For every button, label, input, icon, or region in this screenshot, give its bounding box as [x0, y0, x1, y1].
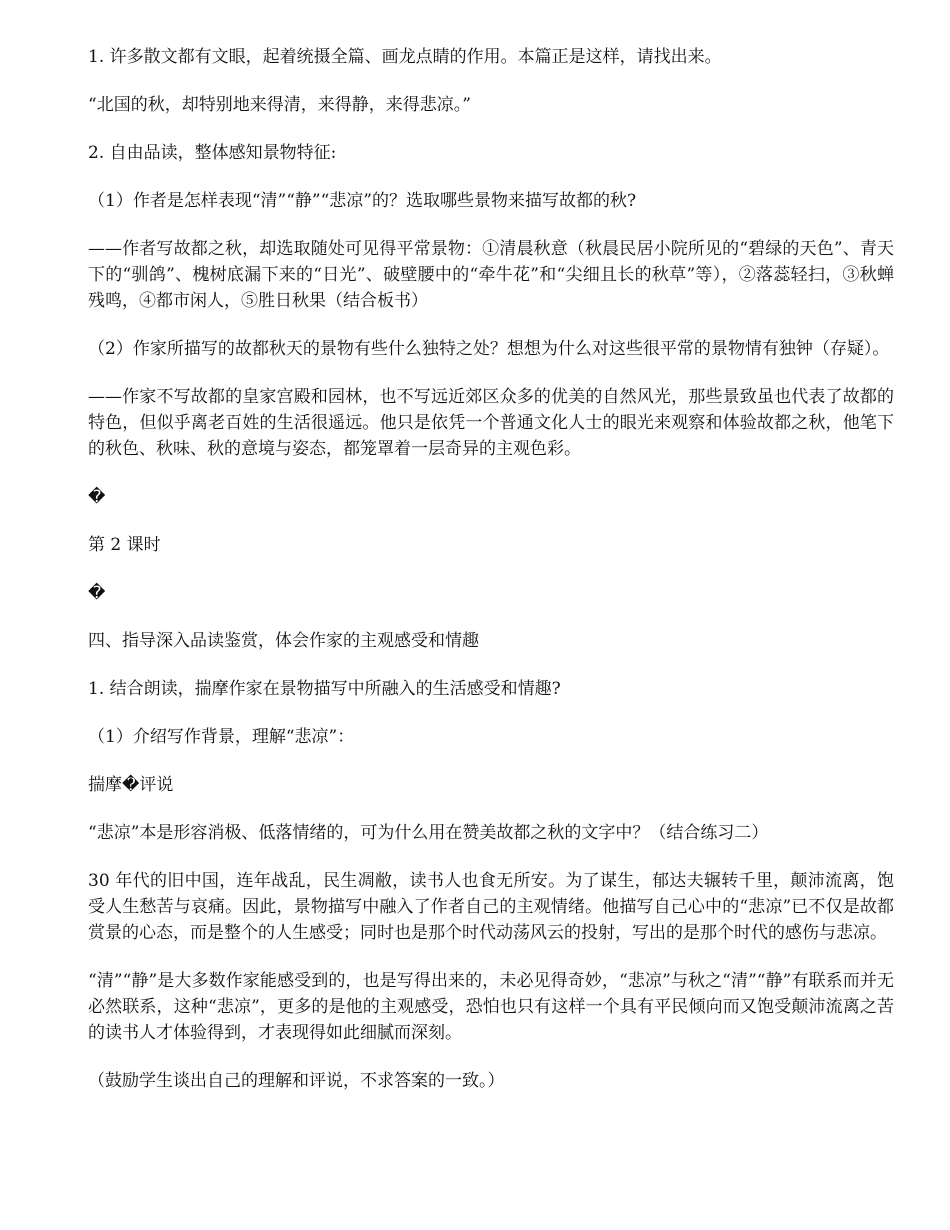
answer-1-quote: “北国的秋，却特别地来得清，来得静，来得悲凉。”: [88, 95, 471, 115]
answer-2-2: ——作家不写故都的皇家宫殿和园林，也不写远近郊区众多的优美的自然风光，那些景致虽也代表了故都的特色，但似乎离老百姓的生活很遥远。他只是依凭一个普通文化人士的眼光来观察和体验故都之秋，他笔下的秋色、秋味、秋的意境与姿态，都笼罩着一层奇异的主观色彩。: [88, 387, 894, 459]
task-1: 1. 结合朗读，揣摩作家在景物描写中所融入的生活感受和情趣?: [88, 679, 561, 699]
question-2-1: （1）作者是怎样表现“清”“静”“悲凉”的？选取哪些景物来描写故都的秋?: [88, 191, 637, 211]
question-2: 2. 自由品读，整体感知景物特征:: [88, 143, 337, 163]
task-1-1: （1）介绍写作背景，理解“悲凉”：: [88, 727, 355, 747]
section-4-heading: 四、指导深入品读鉴赏，体会作家的主观感受和情趣: [88, 631, 479, 651]
background-paragraph: 30 年代的旧中国，连年战乱，民生凋敝，读书人也食无所安。为了谋生，郁达夫辗转千里，颠沛流离，饱受人生愁苦与哀痛。因此，景物描写中融入了作者自己的主观情绪。他描写自己心中的“悲凉”已不仅是故都赏景的心态，而是整个的人生感受；同时也是那个时代动荡风云的投射，写出的是那个时代的感伤与悲凉。: [88, 871, 894, 943]
replacement-glyph: �: [88, 487, 106, 507]
document-body: [88, 44, 894, 1116]
subheading-comment: 揣摩�评说: [88, 775, 174, 795]
analysis-paragraph: “清”“静”是大多数作家能感受到的，也是写得出来的，未必见得奇妙，“悲凉”与秋之“清”“静”有联系而并无必然联系，这种“悲凉”，更多的是他的主观感受，恐怕也只有这样一个具有平民倾向而又饱受颠沛流离之苦的读书人才体验得到，才表现得如此细腻而深刻。: [88, 971, 894, 1043]
question-1: 1. 许多散文都有文眼，起着统摄全篇、画龙点睛的作用。本篇正是这样，请找出来。: [88, 47, 722, 67]
note-paragraph: （鼓励学生谈出自己的理解和评说，不求答案的一致。）: [88, 1071, 505, 1091]
question-2-2: （2）作家所描写的故都秋天的景物有些什么独特之处？想想为什么对这些很平常的景物情有独钟（存疑）。: [88, 339, 890, 359]
replacement-glyph: �: [88, 583, 106, 603]
lesson-2-heading: 第 2 课时: [88, 535, 161, 555]
answer-2-1: ——作者写故都之秋，却选取随处可见得平常景物：①清晨秋意（秋晨民居小院所见的“碧绿的天色”、青天下的“驯鸽”、槐树底漏下来的“日光”、破壁腰中的“牵牛花”和“尖细且长的秋草”等），②落蕊轻扫，③秋蝉残鸣，④都市闲人，⑤胜日秋果（结合板书）: [88, 239, 894, 311]
question-beiliang: “悲凉”本是形容消极、低落情绪的，可为什么用在赞美故都之秋的文字中？（结合练习二）: [88, 823, 769, 843]
